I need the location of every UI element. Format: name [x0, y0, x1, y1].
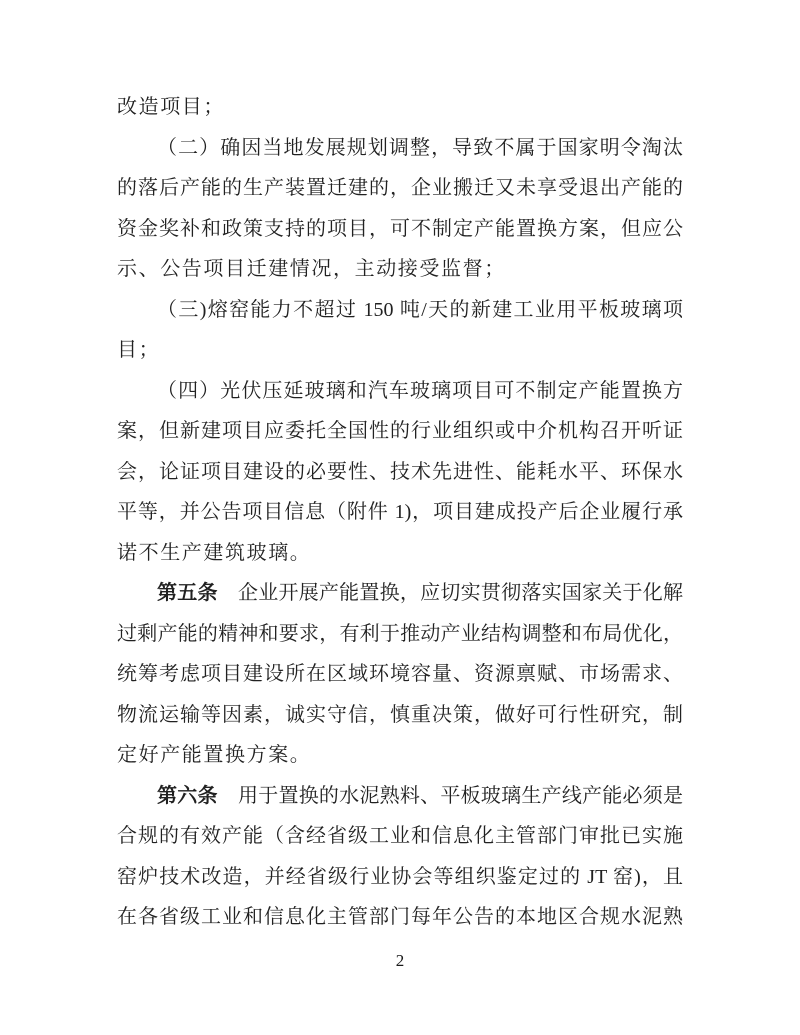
- text-line: 合规的有效产能（含经省级工业和信息化主管部门审批已实施: [117, 825, 683, 847]
- text-line: 资金奖补和政策支持的项目，可不制定产能置换方案，但应公: [117, 217, 683, 240]
- text-line: 目；: [117, 339, 161, 361]
- text-line: 窑炉技术改造，并经省级行业协会等组织鉴定过的 JT 窑)，且: [117, 865, 683, 888]
- text-line: （二）确因当地发展规划调整，导致不属于国家明令淘汰: [157, 136, 683, 159]
- text-line: 案，但新建项目应委托全国性的行业组织或中介机构召开听证: [117, 420, 683, 442]
- text-line: [117, 776, 683, 817]
- text-line-rest: 用于置换的水泥熟料、平板玻璃生产线产能必须是: [217, 784, 684, 807]
- text-line-rest: 企业开展产能置换，应切实贯彻落实国家关于化解: [217, 582, 684, 604]
- article-heading-6: 第六条: [157, 784, 218, 807]
- text-line: 统筹考虑项目建设所在区域环境容量、资源禀赋、市场需求、: [117, 663, 683, 685]
- text-line: 定好产能置换方案。: [117, 744, 312, 766]
- text-line: 过剩产能的精神和要求，有利于推动产业结构调整和布局优化，: [117, 622, 683, 645]
- page-number: 2: [395, 951, 405, 970]
- text-line: 物流运输等因素，诚实守信，慎重决策，做好可行性研究，制: [117, 703, 683, 726]
- text-line: （三)熔窑能力不超过 150 吨/天的新建工业用平板玻璃项: [157, 298, 683, 321]
- document-body: [117, 87, 683, 938]
- text-line: 在各省级工业和信息化主管部门每年公告的本地区合规水泥熟: [117, 906, 683, 928]
- article-heading-5: 第五条: [157, 582, 218, 604]
- text-line: [117, 573, 683, 614]
- text-line: 会，论证项目建设的必要性、技术先进性、能耗水平、环保水: [117, 460, 683, 483]
- text-line: 的落后产能的生产装置迁建的，企业搬迁又未享受退出产能的: [117, 177, 683, 199]
- text-line: 平等，并公告项目信息（附件 1)，项目建成投产后企业履行承: [117, 501, 683, 523]
- text-line: （四）光伏压延玻璃和汽车玻璃项目可不制定产能置换方: [157, 379, 683, 402]
- text-line: 改造项目；: [117, 96, 225, 118]
- text-line: 诺不生产建筑玻璃。: [117, 541, 312, 564]
- text-line: 示、公告项目迁建情况，主动接受监督；: [117, 258, 506, 280]
